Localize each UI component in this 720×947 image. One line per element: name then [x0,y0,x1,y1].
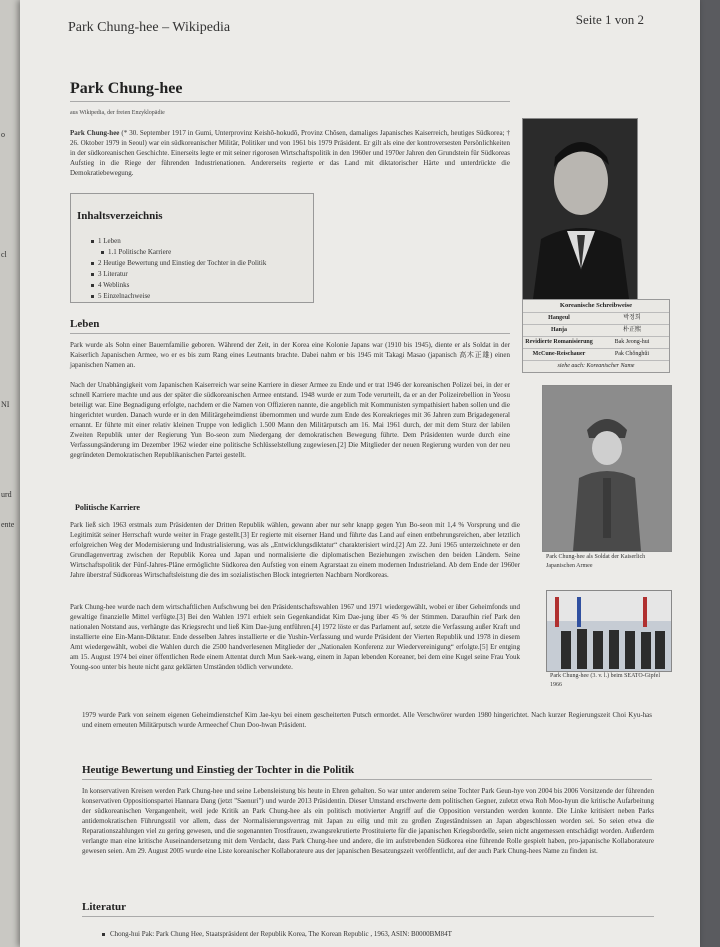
bullet-icon [91,273,94,276]
infobox-rows [523,312,669,360]
section-heading-leben: Leben [70,318,100,330]
intro-paragraph [70,128,510,178]
intro-text: (* 30. September 1917 in Gumi, Unterprovinz Keishō-hokudō, Provinz Chōsen, damaliges Japanisches Kaiserreich, heutiges Südkorea; † 26. Oktober 1979 in Seoul) war ein südkoreanischer Militär, Politiker und von 1961 bis 1979 Präsident. Er gilt als eine der kontroversesten Persönlichkeiten in der südkoreanischen Geschichte. Einerseits legte er mit seiner rigorosen Wirtschaftspolitik in den 1960er und 1970er Jahren den Grundstein für Südkoreas Aufstieg in die Riege der führenden Industrienationen. Andererseits regierte er das Land mit diktatorischer Härte und unterdrückte die Demokratiebewegung. [70,129,510,177]
toc-item[interactable]: 4 Weblinks [91,280,266,291]
infobox-value: Bak Jeong-hui [614,339,650,345]
infobox-key: Hanja [550,327,567,333]
source-note: aus Wikipedia, der freien Enzyklopädie [70,110,165,116]
infobox-heading: Koreanische Schreibweise [559,302,633,309]
print-header-title: Park Chung-hee – Wikipedia [68,20,231,35]
infobox-see-also: siehe auch: Koreanischer Name [523,360,669,372]
leben-paragraph-2: Nach der Unabhängigkeit vom Japanischen Kaiserreich war seine Karriere in dieser Armee zu Ende und er trat 1946 der koreanischen Polizei bei, in der er schnell Karriere machte und aus der später die südkoreanischen Armee entstand. 1948 wurde er zum Tode verurteilt, da er an der Polizeirebellion in Yeosu beteiligt war. Eine Begnadigung erfolgte, nachdem er die Namen von Offizieren nannte, die angeblich mit Kommunisten sympathisiert haben sollen und die hingerichtet wurden. Danach wurde er in den Militärgeheimdienst übernommen und wurde zum Ende des Koreakrieges mit 36 Jahren zum Brigadegeneral ernannt. Er führte mit einer relativ kleinen Truppe von lediglich 1.500 Mann den Militärputsch am 16. Mai 1961 durch, der mit dem Sturz der labilen Zweiten Republik unter der Regierung Yun Bo-seon zum Niedergang der demokratischen Bewegung führte. Dem Präsidenten wurde durch eine Verfassungsänderung im Dezember 1962 wieder eine politische Schlüsselstellung zugewiesen.[2] Die Mitglieder der neuen Regierung wurden von der neu gegründeten Demokratischen Republikanischen Partei gestellt. [70,381,510,459]
bullet-icon [102,933,105,936]
leben-paragraph-1: Park wurde als Sohn einer Bauernfamilie geboren. Während der Zeit, in der Korea eine Kolonie Japans war (1910 bis 1945), diente er als Soldat in der Kaiserlich Japanischen Armee, wo er es bis zum Rang eines Leutnants brachte. Dabei nahm er bis 1945 mit Takagi Masao (japanisch 高木正雄) einen japanischen Namen an. [70,341,510,369]
table-of-contents [70,193,314,303]
title-divider [70,101,510,102]
literature-item: Chong-hui Pak: Park Chung Hee, Staatspräsident der Republik Korea, The Korean Republic , 1963, ASIN: B0000BM84T [102,930,452,938]
infobox-value: 朴正熙 [622,327,641,333]
toc-title: Inhaltsverzeichnis [77,210,163,222]
bullet-icon [91,262,94,265]
adjacent-page-edge: o cl NI urd ente [0,0,20,947]
article-title: Park Chung-hee [70,80,183,97]
intro-bold-name: Park Chung-hee [70,129,120,137]
infobox-key: McCune-Reischauer [532,351,586,357]
section-divider [82,916,654,917]
toc-item[interactable]: 1 Leben [91,236,266,247]
bullet-icon [101,251,104,254]
infobox-value: 박정희 [623,315,641,321]
korean-name-infobox [522,299,670,373]
toc-item[interactable]: 5 Einzelnachweise [91,291,266,302]
group-photo [546,590,672,672]
subsection-heading-karriere: Politische Karriere [75,503,140,512]
infobox-row [523,336,669,348]
document-page [20,0,700,947]
bullet-icon [91,284,94,287]
toc-item[interactable]: 3 Literatur [91,269,266,280]
infobox-row [523,324,669,336]
infobox-row [523,312,669,324]
toc-list [91,236,266,302]
section-divider [70,333,510,334]
group-photo-caption: Park Chung-hee (3. v. l.) beim SEATO-Gipfel 1966 [550,673,660,688]
karriere-paragraph-3: 1979 wurde Park von seinem eigenen Geheimdienstchef Kim Jae-kyu bei einem gescheiterten Putsch ermordet. Alle Verschwörer wurden 1980 hingerichtet. Nach kurzer Regierungszeit Choi Kyu-has und einem erneuten Militärputsch wurde Armeechef Chun Doo-hwan Präsident. [82,711,652,729]
print-header-page-indicator: Seite 1 von 2 [575,12,644,27]
bullet-icon [91,240,94,243]
infobox-key: Hangeul [548,315,570,321]
section-heading-bewertung: Heutige Bewertung und Einstieg der Tochter in die Politik [82,764,355,776]
toc-item[interactable]: 1.1 Politische Karriere [91,247,266,258]
section-heading-literatur: Literatur [82,901,126,913]
section-divider [82,779,652,780]
bullet-icon [91,295,94,298]
bewertung-paragraph: In konservativen Kreisen werden Park Chung-hee und seine Lebensleistung bis heute in Ehren gehalten. So war unter anderem seine Tochter Park Geun-hye von 2004 bis 2006 Vorsitzende der führenden konservativen Oppositionspartei Hannara Dang (jetzt "Saenuri") und wurde 2013 Präsidentin. Dieser Umstand erschwerte dem politischen Gegner, zuletzt etwa Roh Moo-hyun die kritische Aufarbeitung der südkoreanischen Vergangenheit, weil jede Kritik an Park Chung-hee als ein politisch motivierter Angriff auf die Opposition verstanden werden konnte. Die Linke kritisiert neben Parks antidemokratischen Führungsstil vor allem, dass der Normalisierungsvertrag mit Japan zu eilig und mit zu großen Zugeständnissen an Japan abgeschlossen worden sei. So seien etwa die Reparationszahlungen viel zu gering gewesen, und die sogenannten Trostfrauen, zwangsrekrutierte Prostituierte für die japanischen Kriegsbordelle, seien nicht angemessen entschädigt worden. Außerdem verlangte man eine kritische Auseinandersetzung mit dem Verdacht, dass Park Chung-hee und andere, die im aufstrebenden Südkorea eine führende Rolle gespielt haben, pro-japanische Kollaborateure gewesen seien. Am 29. August 2005 wurde eine Liste koreanischer Kollaborateure aus der japanischen Besatzungszeit veröffentlicht, auf der auch Park Chung-hees Name zu finden ist. [82,787,654,855]
soldier-photo-caption: Park Chung-hee als Soldat der Kaiserlich Japanischen Armee [546,554,646,569]
karriere-paragraph-1: Park ließ sich 1963 erstmals zum Präsidenten der Dritten Republik wählen, gewann aber nur sehr knapp gegen Yun Bo-seon mit 1,4 % Vorsprung und die Legitimität seiner Herrschaft wurde weiter in Frage gestellt.[3] Er regierte mit eiserner Hand und führte das Land auf einen entbehrungsreichen, aber letztlich erfolgreichen Weg der Modernisierung und Industrialisierung, was als „Entwicklungsdiktatur“ charakterisiert wird.[2] Am 22. Juni 1965 unterzeichnete er den Grundlagenvertrag zwischen der Republik Korea und Japan und normalisierte die diplomatischen Beziehungen zwischen den beiden Ländern. Seine Wirtschaftspolitik der Fünf-Jahres-Pläne ermöglichte Südkorea den Aufstieg von einem Agrarstaat zu einem modernen Industrieland. Ab dem Ende der 1960er Jahre überstraf Südkoreas Wirtschaftsleistung die des im sozialistischen Block integrierten Nachbarn Nordkoreas. [70,521,520,579]
karriere-paragraph-2: Park Chung-hee wurde nach dem wirtschaftlichen Aufschwung bei den Präsidentschaftswahlen 1967 und 1971 wiedergewählt, wobei er über Geheimfonds und gewaltige finanzielle Mittel verfügte.[3] Bei den Wahlen 1971 erhielt sein Gegenkandidat Kim Dae-jung über 45 % der Stimmen. Daraufhin rief Park den nationalen Notstand aus, verhängte das Kriegsrecht und ließ Kim Dae-jung entführen.[4] 1972 löste er das Parlament auf, setzte die Verfassung außer Kraft und installierte eine Ein-Mann-Diktatur. Ende desselben Jahres installierte er die Yushin-Verfassung und wurde Präsident der Vierten Republik und 1978 in diesem Amt wiedergewählt, wobei die Wahlen durch die 2500 handverlesenen Mitglieder der „Nationalen Konferenz zur Wiedervereinigung“ erfolgte.[5] Er entging am 15. August 1974 bei einer öffentlichen Rede einem Attentat durch Mun Saek-wang, einem in Japan lebenden Koreaner, bei dem eine Kugel seine Frau Youk Young-soo unter bis heute nicht ganz geklärten Umständen tödlich verwundete. [70,603,520,671]
portrait-photo [522,118,638,300]
soldier-photo [542,385,672,552]
infobox-key: Revidierte Romanisierung [525,339,593,345]
toc-item[interactable]: 2 Heutige Bewertung und Einstieg der Tochter in die Politik [91,258,266,269]
infobox-row [523,348,669,360]
infobox-value: Pak Chŏnghŭi [614,351,650,357]
